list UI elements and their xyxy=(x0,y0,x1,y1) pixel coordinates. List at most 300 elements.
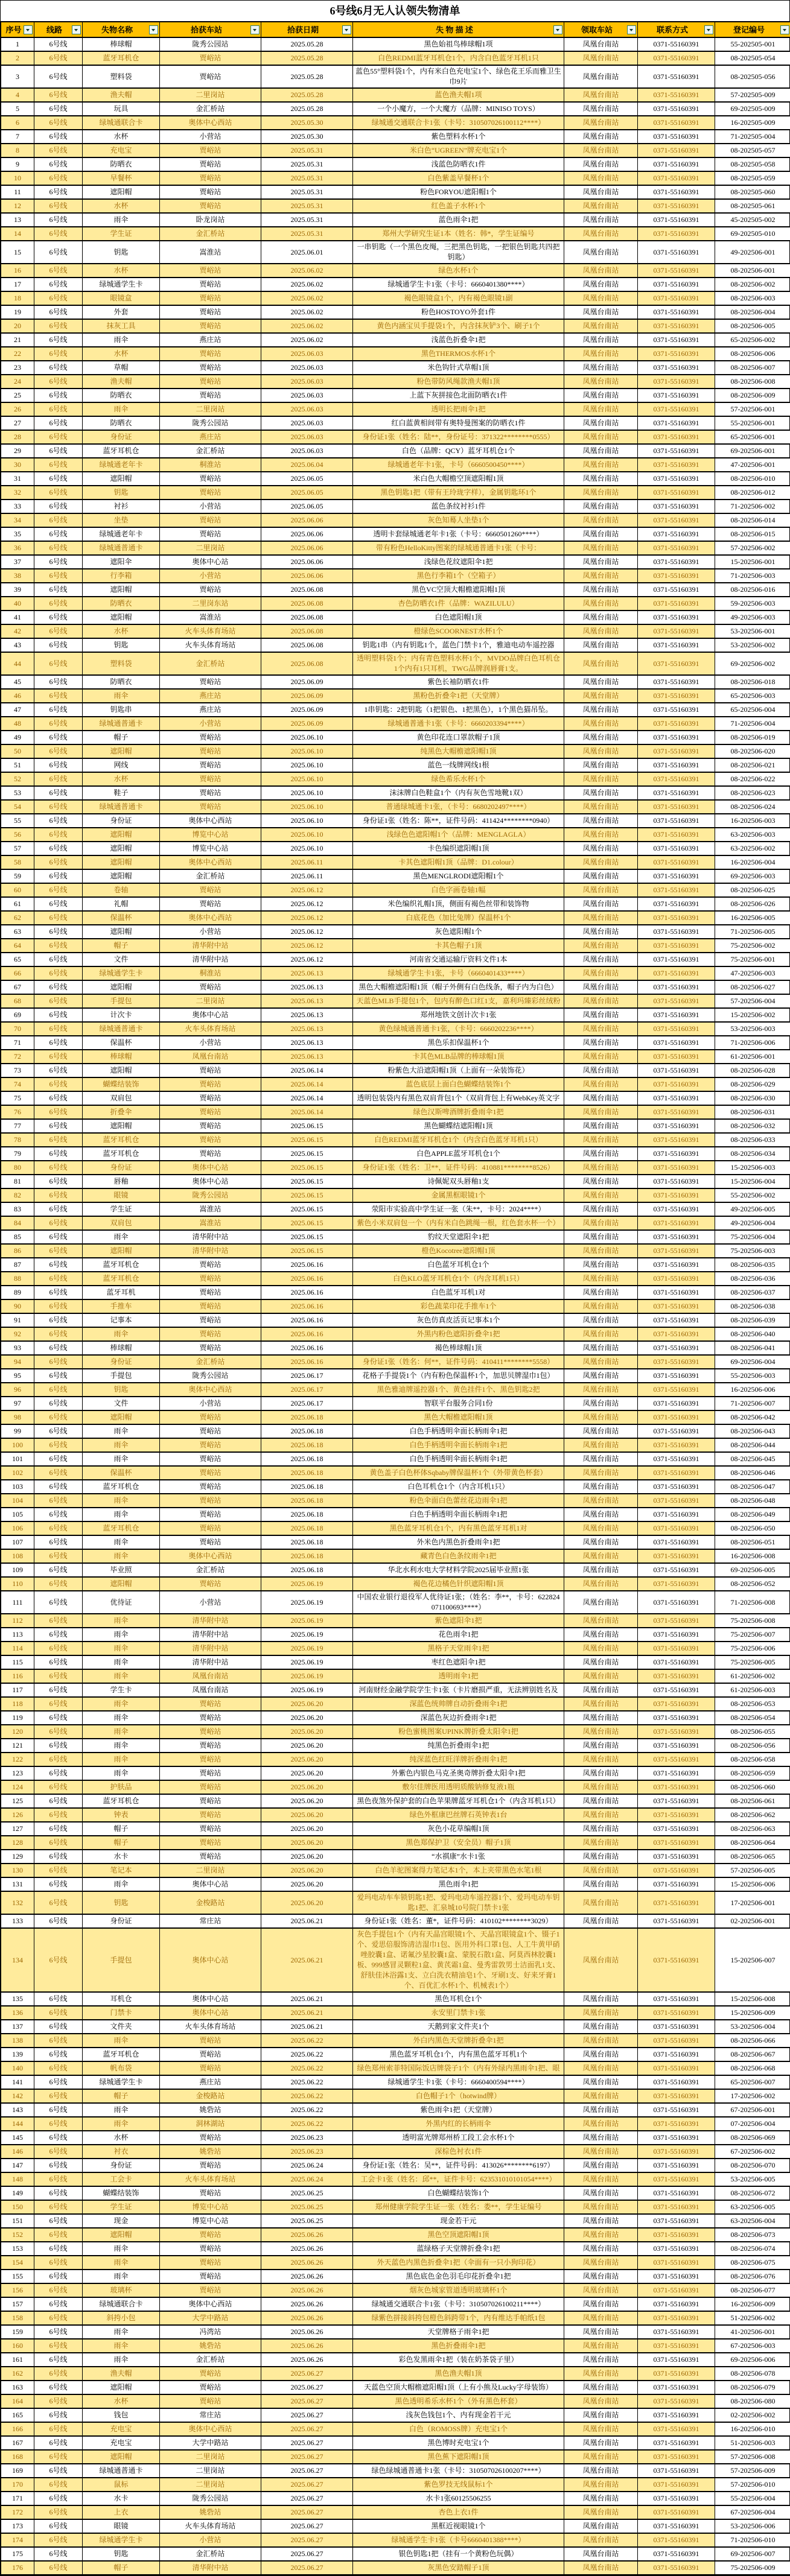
cell-pickup-station[interactable]: 凤凰台南站 xyxy=(564,1928,638,1992)
cell-pickup-station[interactable]: 凤凰台南站 xyxy=(564,1822,638,1836)
cell-contact[interactable]: 0371-55160391 xyxy=(638,2450,715,2464)
cell-found-station[interactable]: 大学中路站 xyxy=(160,2436,261,2450)
cell-contact[interactable]: 0371-55160391 xyxy=(638,569,715,583)
cell-pickup-station[interactable]: 凤凰台南站 xyxy=(564,1480,638,1494)
cell-contact[interactable]: 0371-55160391 xyxy=(638,227,715,241)
cell-line[interactable]: 6号线 xyxy=(34,814,83,828)
cell-found-station[interactable]: 奥体中心西站 xyxy=(160,2297,261,2311)
cell-found-station[interactable]: 小营站 xyxy=(160,925,261,939)
cell-found-date[interactable]: 2025.06.15 xyxy=(261,1147,353,1161)
cell-line[interactable]: 6号线 xyxy=(34,1577,83,1591)
cell-pickup-station[interactable]: 凤凰台南站 xyxy=(564,689,638,703)
cell-item-name[interactable]: 棒球帽 xyxy=(83,1341,160,1355)
cell-line[interactable]: 6号线 xyxy=(34,2311,83,2325)
cell-no[interactable]: 159 xyxy=(1,2325,34,2339)
cell-description[interactable]: 紫色遮阳伞1把 xyxy=(353,1614,564,1628)
cell-item-name[interactable]: 帽子 xyxy=(83,1822,160,1836)
cell-pickup-station[interactable]: 凤凰台南站 xyxy=(564,1563,638,1577)
cell-item-name[interactable]: 卷轴 xyxy=(83,883,160,897)
cell-no[interactable]: 150 xyxy=(1,2200,34,2214)
cell-pickup-station[interactable]: 凤凰台南站 xyxy=(564,1202,638,1216)
cell-reg-no[interactable]: 07-202506-004 xyxy=(715,2117,790,2131)
cell-description[interactable]: 橙绿色SCOORNEST水杯1个 xyxy=(353,624,564,638)
cell-line[interactable]: 6号线 xyxy=(34,1563,83,1577)
cell-contact[interactable]: 0371-55160391 xyxy=(638,2034,715,2048)
cell-line[interactable]: 6号线 xyxy=(34,416,83,430)
cell-description[interactable]: 钥匙1串（内有钥匙1个，蓝色门禁卡1个，雅迪电动车遥控器 xyxy=(353,638,564,652)
cell-reg-no[interactable]: 08-202506-077 xyxy=(715,2283,790,2297)
cell-line[interactable]: 6号线 xyxy=(34,2464,83,2478)
cell-line[interactable]: 6号线 xyxy=(34,2159,83,2172)
cell-description[interactable]: 黑色VC空顶大帽檐遮阳帽1顶 xyxy=(353,583,564,597)
cell-item-name[interactable]: 遮阳帽 xyxy=(83,472,160,486)
cell-line[interactable]: 6号线 xyxy=(34,541,83,555)
cell-pickup-station[interactable]: 凤凰台南站 xyxy=(564,144,638,157)
cell-line[interactable]: 6号线 xyxy=(34,2186,83,2200)
cell-item-name[interactable]: 棒球帽 xyxy=(83,1050,160,1064)
cell-line[interactable]: 6号线 xyxy=(34,1091,83,1105)
cell-description[interactable]: 绿色外框康巴丝牌石英钟表1台 xyxy=(353,1808,564,1822)
cell-contact[interactable]: 0371-55160391 xyxy=(638,1410,715,1424)
cell-found-date[interactable]: 2025.06.21 xyxy=(261,1914,353,1928)
cell-item-name[interactable]: 文件 xyxy=(83,1397,160,1410)
cell-found-station[interactable]: 火车头体育场站 xyxy=(160,2172,261,2186)
cell-no[interactable]: 151 xyxy=(1,2214,34,2228)
cell-reg-no[interactable]: 08-202506-029 xyxy=(715,1077,790,1091)
cell-reg-no[interactable]: 65-202506-002 xyxy=(715,333,790,347)
cell-pickup-station[interactable]: 凤凰台南站 xyxy=(564,1521,638,1535)
cell-line[interactable]: 6号线 xyxy=(34,1794,83,1808)
cell-reg-no[interactable]: 41-202506-001 xyxy=(715,2325,790,2339)
cell-item-name[interactable]: 遮阳帽 xyxy=(83,1064,160,1077)
cell-pickup-station[interactable]: 凤凰台南站 xyxy=(564,2061,638,2075)
cell-found-station[interactable]: 贾峪站 xyxy=(160,2367,261,2381)
cell-contact[interactable]: 0371-55160391 xyxy=(638,199,715,213)
cell-description[interactable]: 透明塑料袋1个；内有青色塑料水杯1个，MVDO品牌白色耳机仓1个内有1只耳机，TWG品牌润唇膏1支。 xyxy=(353,652,564,675)
cell-contact[interactable]: 0371-55160391 xyxy=(638,624,715,638)
cell-line[interactable]: 6号线 xyxy=(34,966,83,980)
cell-item-name[interactable]: 雨伞 xyxy=(83,1438,160,1452)
cell-no[interactable]: 6 xyxy=(1,116,34,130)
cell-reg-no[interactable]: 08-202506-003 xyxy=(715,291,790,305)
cell-found-date[interactable]: 2025.06.08 xyxy=(261,611,353,624)
cell-found-station[interactable]: 桐淮站 xyxy=(160,458,261,472)
cell-pickup-station[interactable]: 凤凰台南站 xyxy=(564,1725,638,1739)
cell-found-station[interactable]: 凤凰台南站 xyxy=(160,1669,261,1683)
cell-contact[interactable]: 0371-55160391 xyxy=(638,2533,715,2547)
cell-found-date[interactable]: 2025.06.12 xyxy=(261,939,353,953)
cell-found-date[interactable]: 2025.06.27 xyxy=(261,2436,353,2450)
cell-reg-no[interactable]: 15-202506-007 xyxy=(715,1928,790,1992)
cell-reg-no[interactable]: 08-202506-047 xyxy=(715,1480,790,1494)
cell-contact[interactable]: 0371-55160391 xyxy=(638,1655,715,1669)
cell-description[interactable]: 黑色空顶遮阳帽1顶 xyxy=(353,2228,564,2242)
cell-item-name[interactable]: 雨伞 xyxy=(83,2339,160,2353)
cell-found-station[interactable]: 贾峪站 xyxy=(160,1535,261,1549)
cell-item-name[interactable]: 绿城通联合卡 xyxy=(83,2297,160,2311)
cell-no[interactable]: 133 xyxy=(1,1914,34,1928)
cell-line[interactable]: 6号线 xyxy=(34,2048,83,2061)
cell-item-name[interactable]: 防晒衣 xyxy=(83,157,160,171)
cell-found-date[interactable]: 2025.06.15 xyxy=(261,1161,353,1175)
cell-no[interactable]: 142 xyxy=(1,2089,34,2103)
cell-description[interactable]: 浅蓝色折叠伞1把 xyxy=(353,333,564,347)
cell-contact[interactable]: 0371-55160391 xyxy=(638,2075,715,2089)
cell-description[interactable]: 白色（ROMOSS牌）充电宝1个 xyxy=(353,2422,564,2436)
cell-reg-no[interactable]: 71-202506-010 xyxy=(715,2533,790,2547)
cell-pickup-station[interactable]: 凤凰台南站 xyxy=(564,1147,638,1161)
cell-contact[interactable]: 0371-55160391 xyxy=(638,1050,715,1064)
cell-line[interactable]: 6号线 xyxy=(34,1822,83,1836)
cell-contact[interactable]: 0371-55160391 xyxy=(638,2283,715,2297)
cell-found-station[interactable]: 奥体中心西站 xyxy=(160,2422,261,2436)
cell-pickup-station[interactable]: 凤凰台南站 xyxy=(564,1549,638,1563)
cell-line[interactable]: 6号线 xyxy=(34,157,83,171)
cell-no[interactable]: 95 xyxy=(1,1369,34,1383)
cell-item-name[interactable]: 早餐杯 xyxy=(83,171,160,185)
cell-item-name[interactable]: 绿城通普通卡 xyxy=(83,717,160,731)
cell-contact[interactable]: 0371-55160391 xyxy=(638,1133,715,1147)
cell-no[interactable]: 37 xyxy=(1,555,34,569)
cell-found-date[interactable]: 2025.06.09 xyxy=(261,689,353,703)
cell-line[interactable]: 6号线 xyxy=(34,2214,83,2228)
cell-reg-no[interactable]: 08-202506-054 xyxy=(715,1711,790,1725)
cell-found-station[interactable]: 清华附中站 xyxy=(160,939,261,953)
cell-pickup-station[interactable]: 凤凰台南站 xyxy=(564,2353,638,2367)
cell-no[interactable]: 172 xyxy=(1,2505,34,2519)
cell-line[interactable]: 6号线 xyxy=(34,500,83,513)
cell-reg-no[interactable]: 55-202506-003 xyxy=(715,1369,790,1383)
cell-found-date[interactable]: 2025.06.27 xyxy=(261,2492,353,2505)
cell-no[interactable]: 148 xyxy=(1,2172,34,2186)
cell-line[interactable]: 6号线 xyxy=(34,171,83,185)
cell-line[interactable]: 6号线 xyxy=(34,2381,83,2394)
cell-reg-no[interactable]: 16-202506-009 xyxy=(715,2297,790,2311)
cell-line[interactable]: 6号线 xyxy=(34,2325,83,2339)
cell-reg-no[interactable]: 08-202506-033 xyxy=(715,1133,790,1147)
cell-found-date[interactable]: 2025.06.16 xyxy=(261,1355,353,1369)
cell-found-station[interactable]: 贾峪站 xyxy=(160,1299,261,1313)
cell-description[interactable]: 卡其色帽子1顶 xyxy=(353,939,564,953)
cell-found-date[interactable]: 2025.06.12 xyxy=(261,897,353,911)
cell-found-station[interactable]: 贾峪站 xyxy=(160,291,261,305)
cell-item-name[interactable]: 遮阳帽 xyxy=(83,1244,160,1258)
cell-line[interactable]: 6号线 xyxy=(34,444,83,458)
cell-line[interactable]: 6号线 xyxy=(34,1258,83,1272)
cell-found-date[interactable]: 2025.06.13 xyxy=(261,1036,353,1050)
cell-item-name[interactable]: 钥匙 xyxy=(83,486,160,500)
cell-line[interactable]: 6号线 xyxy=(34,1480,83,1494)
cell-item-name[interactable]: 钥匙串 xyxy=(83,703,160,717)
cell-no[interactable]: 85 xyxy=(1,1230,34,1244)
cell-pickup-station[interactable]: 凤凰台南站 xyxy=(564,1272,638,1286)
cell-found-station[interactable]: 清华附中站 xyxy=(160,1230,261,1244)
cell-contact[interactable]: 0371-55160391 xyxy=(638,980,715,994)
cell-reg-no[interactable]: 08-202506-007 xyxy=(715,361,790,375)
cell-found-station[interactable]: 小营站 xyxy=(160,500,261,513)
cell-found-station[interactable]: 奥体中心西站 xyxy=(160,855,261,869)
cell-no[interactable]: 7 xyxy=(1,130,34,144)
cell-description[interactable]: 白色蝴蝶结装饰1个 xyxy=(353,2186,564,2200)
cell-reg-no[interactable]: 65-202506-004 xyxy=(715,703,790,717)
cell-found-date[interactable]: 2025.06.19 xyxy=(261,1628,353,1642)
cell-line[interactable]: 6号线 xyxy=(34,65,83,88)
cell-no[interactable]: 20 xyxy=(1,319,34,333)
cell-found-station[interactable]: 贾峪站 xyxy=(160,1494,261,1508)
cell-found-date[interactable]: 2025.06.03 xyxy=(261,444,353,458)
cell-description[interactable]: 黑色行李箱1个（空箱子） xyxy=(353,569,564,583)
cell-contact[interactable]: 0371-55160391 xyxy=(638,2381,715,2394)
cell-no[interactable]: 143 xyxy=(1,2103,34,2117)
cell-reg-no[interactable]: 53-202506-003 xyxy=(715,1022,790,1036)
cell-pickup-station[interactable]: 凤凰台南站 xyxy=(564,51,638,65)
cell-found-date[interactable]: 2025.05.31 xyxy=(261,227,353,241)
cell-reg-no[interactable]: 08-202506-072 xyxy=(715,2186,790,2200)
cell-description[interactable]: 浅蓝色防晒衣1件 xyxy=(353,157,564,171)
cell-pickup-station[interactable]: 凤凰台南站 xyxy=(564,994,638,1008)
cell-found-date[interactable]: 2025.06.04 xyxy=(261,458,353,472)
cell-no[interactable]: 77 xyxy=(1,1119,34,1133)
cell-no[interactable]: 94 xyxy=(1,1355,34,1369)
cell-description[interactable]: 郑州大学研究生证1本（姓名：韩*，学生证编号 xyxy=(353,227,564,241)
cell-pickup-station[interactable]: 凤凰台南站 xyxy=(564,1286,638,1299)
cell-no[interactable]: 135 xyxy=(1,1992,34,2006)
cell-found-station[interactable]: 贾峪站 xyxy=(160,800,261,814)
cell-pickup-station[interactable]: 凤凰台南站 xyxy=(564,2228,638,2242)
cell-found-date[interactable]: 2025.06.13 xyxy=(261,980,353,994)
cell-description[interactable]: 杏色防晒衣1件（品牌：WAZILULU） xyxy=(353,597,564,611)
cell-no[interactable]: 9 xyxy=(1,157,34,171)
cell-line[interactable]: 6号线 xyxy=(34,486,83,500)
cell-pickup-station[interactable]: 凤凰台南站 xyxy=(564,1341,638,1355)
cell-reg-no[interactable]: 53-202506-001 xyxy=(715,624,790,638)
cell-found-date[interactable]: 2025.06.06 xyxy=(261,541,353,555)
cell-pickup-station[interactable]: 凤凰台南站 xyxy=(564,1216,638,1230)
cell-description[interactable]: 绿色郑州索菲特国际饭店牌袋子1个（内有外绿内黑雨伞1把、眼 xyxy=(353,2061,564,2075)
cell-reg-no[interactable]: 49-202506-005 xyxy=(715,1202,790,1216)
cell-reg-no[interactable]: 08-202506-035 xyxy=(715,1258,790,1272)
cell-contact[interactable]: 0371-55160391 xyxy=(638,1147,715,1161)
cell-reg-no[interactable]: 08-202506-008 xyxy=(715,375,790,389)
cell-found-station[interactable]: 奥体中心站 xyxy=(160,1992,261,2006)
cell-reg-no[interactable]: 71-202505-004 xyxy=(715,130,790,144)
cell-description[interactable]: 黑粉色折叠伞1把（天堂牌） xyxy=(353,689,564,703)
cell-found-date[interactable]: 2025.06.12 xyxy=(261,911,353,925)
cell-item-name[interactable]: 手提包 xyxy=(83,1369,160,1383)
cell-description[interactable]: 1串钥匙：2把钥匙（1把银色、1把黑色），1个黑色猫吊坠。 xyxy=(353,703,564,717)
cell-found-date[interactable]: 2025.06.27 xyxy=(261,2561,353,2575)
cell-line[interactable]: 6号线 xyxy=(34,1697,83,1711)
cell-found-station[interactable]: 二里岗站 xyxy=(160,994,261,1008)
cell-found-date[interactable]: 2025.06.14 xyxy=(261,1091,353,1105)
cell-reg-no[interactable]: 16-202506-010 xyxy=(715,2422,790,2436)
cell-line[interactable]: 6号线 xyxy=(34,51,83,65)
cell-no[interactable]: 166 xyxy=(1,2422,34,2436)
cell-found-date[interactable]: 2025.06.01 xyxy=(261,241,353,264)
cell-line[interactable]: 6号线 xyxy=(34,458,83,472)
cell-no[interactable]: 8 xyxy=(1,144,34,157)
cell-pickup-station[interactable]: 凤凰台南站 xyxy=(564,1850,638,1864)
cell-description[interactable]: 白色手柄透明伞面长柄雨伞1把 xyxy=(353,1424,564,1438)
cell-description[interactable]: 浅灰色钱包1个、内有现金若干元 xyxy=(353,2408,564,2422)
cell-pickup-station[interactable]: 凤凰台南站 xyxy=(564,375,638,389)
cell-line[interactable]: 6号线 xyxy=(34,1549,83,1563)
cell-description[interactable]: 卡色编织遮阳帽1顶 xyxy=(353,842,564,855)
cell-description[interactable]: 黄色印花连口罩款帽子1顶 xyxy=(353,731,564,744)
cell-contact[interactable]: 0371-55160391 xyxy=(638,1669,715,1683)
cell-line[interactable]: 6号线 xyxy=(34,144,83,157)
cell-found-station[interactable]: 陇秀公园站 xyxy=(160,2492,261,2505)
cell-found-station[interactable]: 贾峪站 xyxy=(160,1521,261,1535)
cell-contact[interactable]: 0371-55160391 xyxy=(638,731,715,744)
cell-contact[interactable]: 0371-55160391 xyxy=(638,2186,715,2200)
cell-contact[interactable]: 0371-55160391 xyxy=(638,1064,715,1077)
cell-pickup-station[interactable]: 凤凰台南站 xyxy=(564,116,638,130)
autofilter-dropdown-icon[interactable] xyxy=(553,25,562,34)
cell-pickup-station[interactable]: 凤凰台南站 xyxy=(564,786,638,800)
cell-found-station[interactable]: 小营站 xyxy=(160,1036,261,1050)
cell-item-name[interactable]: 帆布袋 xyxy=(83,2061,160,2075)
cell-reg-no[interactable]: 57-202506-002 xyxy=(715,541,790,555)
cell-found-date[interactable]: 2025.06.02 xyxy=(261,319,353,333)
cell-description[interactable]: 纯深蓝色红旺洋牌折叠雨伞1把 xyxy=(353,1753,564,1766)
cell-pickup-station[interactable]: 凤凰台南站 xyxy=(564,2172,638,2186)
cell-line[interactable]: 6号线 xyxy=(34,842,83,855)
cell-contact[interactable]: 0371-55160391 xyxy=(638,1258,715,1272)
cell-pickup-station[interactable]: 凤凰台南站 xyxy=(564,800,638,814)
cell-line[interactable]: 6号线 xyxy=(34,1739,83,1753)
cell-found-date[interactable]: 2025.06.21 xyxy=(261,2020,353,2034)
cell-pickup-station[interactable]: 凤凰台南站 xyxy=(564,347,638,361)
cell-reg-no[interactable]: 08-202506-050 xyxy=(715,1521,790,1535)
cell-contact[interactable]: 0371-55160391 xyxy=(638,1161,715,1175)
cell-contact[interactable]: 0371-55160391 xyxy=(638,1992,715,2006)
cell-pickup-station[interactable]: 凤凰台南站 xyxy=(564,1591,638,1614)
cell-pickup-station[interactable]: 凤凰台南站 xyxy=(564,2547,638,2561)
cell-pickup-station[interactable]: 凤凰台南站 xyxy=(564,1711,638,1725)
cell-pickup-station[interactable]: 凤凰台南站 xyxy=(564,652,638,675)
cell-line[interactable]: 6号线 xyxy=(34,1614,83,1628)
cell-found-station[interactable]: 陇秀公园站 xyxy=(160,1188,261,1202)
cell-found-date[interactable]: 2025.06.05 xyxy=(261,500,353,513)
cell-found-date[interactable]: 2025.06.15 xyxy=(261,1175,353,1188)
cell-item-name[interactable]: 绿城通老年卡 xyxy=(83,527,160,541)
cell-found-date[interactable]: 2025.06.26 xyxy=(261,2297,353,2311)
cell-line[interactable]: 6号线 xyxy=(34,925,83,939)
cell-line[interactable]: 6号线 xyxy=(34,2145,83,2159)
cell-reg-no[interactable]: 08-202506-014 xyxy=(715,513,790,527)
cell-found-date[interactable]: 2025.06.20 xyxy=(261,1725,353,1739)
cell-line[interactable]: 6号线 xyxy=(34,278,83,291)
cell-description[interactable]: 身份证1张（姓名：陆**，身份证号：371322********0555） xyxy=(353,430,564,444)
cell-found-date[interactable]: 2025.06.20 xyxy=(261,1766,353,1780)
cell-pickup-station[interactable]: 凤凰台南站 xyxy=(564,227,638,241)
cell-pickup-station[interactable]: 凤凰台南站 xyxy=(564,1891,638,1914)
cell-found-date[interactable]: 2025.06.03 xyxy=(261,416,353,430)
cell-no[interactable]: 130 xyxy=(1,1864,34,1877)
cell-no[interactable]: 24 xyxy=(1,375,34,389)
cell-found-station[interactable]: 贾峪站 xyxy=(160,1258,261,1272)
cell-contact[interactable]: 0371-55160391 xyxy=(638,2505,715,2519)
cell-reg-no[interactable]: 47-202506-001 xyxy=(715,458,790,472)
cell-found-station[interactable]: 贾峪站 xyxy=(160,375,261,389)
cell-no[interactable]: 141 xyxy=(1,2075,34,2089)
cell-description[interactable]: 灰色知蓦人坐垫1个 xyxy=(353,513,564,527)
cell-contact[interactable]: 0371-55160391 xyxy=(638,116,715,130)
cell-pickup-station[interactable]: 凤凰台南站 xyxy=(564,171,638,185)
cell-found-date[interactable]: 2025.06.10 xyxy=(261,731,353,744)
cell-found-date[interactable]: 2025.06.06 xyxy=(261,513,353,527)
cell-item-name[interactable]: 雨伞 xyxy=(83,1327,160,1341)
cell-description[interactable]: 外紫色内银色马克圣奥奇牌折叠太阳伞1把 xyxy=(353,1766,564,1780)
cell-item-name[interactable]: 行李箱 xyxy=(83,569,160,583)
cell-item-name[interactable]: 绿城通学生卡 xyxy=(83,2533,160,2547)
cell-found-station[interactable]: 贾峪站 xyxy=(160,305,261,319)
cell-line[interactable]: 6号线 xyxy=(34,2339,83,2353)
cell-description[interactable]: 中国农业银行退役军人优待证1张；（姓名：李**，卡号：622824071100693****） xyxy=(353,1591,564,1614)
cell-description[interactable]: 蓝色雨伞1把 xyxy=(353,213,564,227)
cell-pickup-station[interactable]: 凤凰台南站 xyxy=(564,1628,638,1642)
cell-no[interactable]: 108 xyxy=(1,1549,34,1563)
cell-pickup-station[interactable]: 凤凰台南站 xyxy=(564,319,638,333)
cell-contact[interactable]: 0371-55160391 xyxy=(638,1216,715,1230)
cell-item-name[interactable]: 雨伞 xyxy=(83,1642,160,1655)
cell-found-date[interactable]: 2025.06.21 xyxy=(261,1928,353,1992)
cell-found-date[interactable]: 2025.06.19 xyxy=(261,1642,353,1655)
cell-contact[interactable]: 0371-55160391 xyxy=(638,1577,715,1591)
cell-line[interactable]: 6号线 xyxy=(34,911,83,925)
cell-item-name[interactable]: 外套 xyxy=(83,305,160,319)
cell-pickup-station[interactable]: 凤凰台南站 xyxy=(564,1535,638,1549)
autofilter-dropdown-icon[interactable] xyxy=(704,25,713,34)
cell-reg-no[interactable]: 08-202506-044 xyxy=(715,1438,790,1452)
cell-contact[interactable]: 0371-55160391 xyxy=(638,1175,715,1188)
cell-line[interactable]: 6号线 xyxy=(34,1628,83,1642)
cell-description[interactable]: 浅绿色花纹遮阳伞1把 xyxy=(353,555,564,569)
cell-reg-no[interactable]: 71-202506-006 xyxy=(715,1036,790,1050)
cell-no[interactable]: 66 xyxy=(1,966,34,980)
cell-pickup-station[interactable]: 凤凰台南站 xyxy=(564,2297,638,2311)
cell-found-station[interactable]: 奥体中心站 xyxy=(160,1928,261,1992)
cell-pickup-station[interactable]: 凤凰台南站 xyxy=(564,1119,638,1133)
cell-description[interactable]: 黑色渔夫帽1顶 xyxy=(353,2367,564,2381)
cell-found-date[interactable]: 2025.06.18 xyxy=(261,1549,353,1563)
cell-found-station[interactable]: 贾峪站 xyxy=(160,1452,261,1466)
cell-reg-no[interactable]: 75-202506-009 xyxy=(715,2561,790,2575)
cell-pickup-station[interactable]: 凤凰台南站 xyxy=(564,2075,638,2089)
cell-contact[interactable]: 0371-55160391 xyxy=(638,2353,715,2367)
cell-found-date[interactable]: 2025.06.27 xyxy=(261,2478,353,2492)
cell-pickup-station[interactable]: 凤凰台南站 xyxy=(564,897,638,911)
cell-line[interactable]: 6号线 xyxy=(34,1299,83,1313)
cell-contact[interactable]: 0371-55160391 xyxy=(638,828,715,842)
cell-reg-no[interactable]: 08-202506-056 xyxy=(715,1739,790,1753)
cell-found-date[interactable]: 2025.06.26 xyxy=(261,2242,353,2256)
cell-found-station[interactable]: 燕庄站 xyxy=(160,689,261,703)
cell-line[interactable]: 6号线 xyxy=(34,1766,83,1780)
cell-item-name[interactable]: 雨伞 xyxy=(83,1424,160,1438)
cell-no[interactable]: 134 xyxy=(1,1928,34,1992)
cell-contact[interactable]: 0371-55160391 xyxy=(638,2131,715,2145)
cell-description[interactable]: 一个小魔方，一个大魔方（品牌：MINISO TOYS） xyxy=(353,102,564,116)
cell-no[interactable]: 54 xyxy=(1,800,34,814)
cell-item-name[interactable]: 蝴蝶结装饰 xyxy=(83,2186,160,2200)
cell-no[interactable]: 33 xyxy=(1,500,34,513)
cell-description[interactable]: 黑色雅迪牌遥控器1个、黄色挂件1个、黑色钥匙2把 xyxy=(353,1383,564,1397)
cell-reg-no[interactable]: 47-202506-003 xyxy=(715,966,790,980)
cell-found-date[interactable]: 2025.05.28 xyxy=(261,37,353,51)
cell-description[interactable]: 黑色耳机仓1个 xyxy=(353,1992,564,2006)
